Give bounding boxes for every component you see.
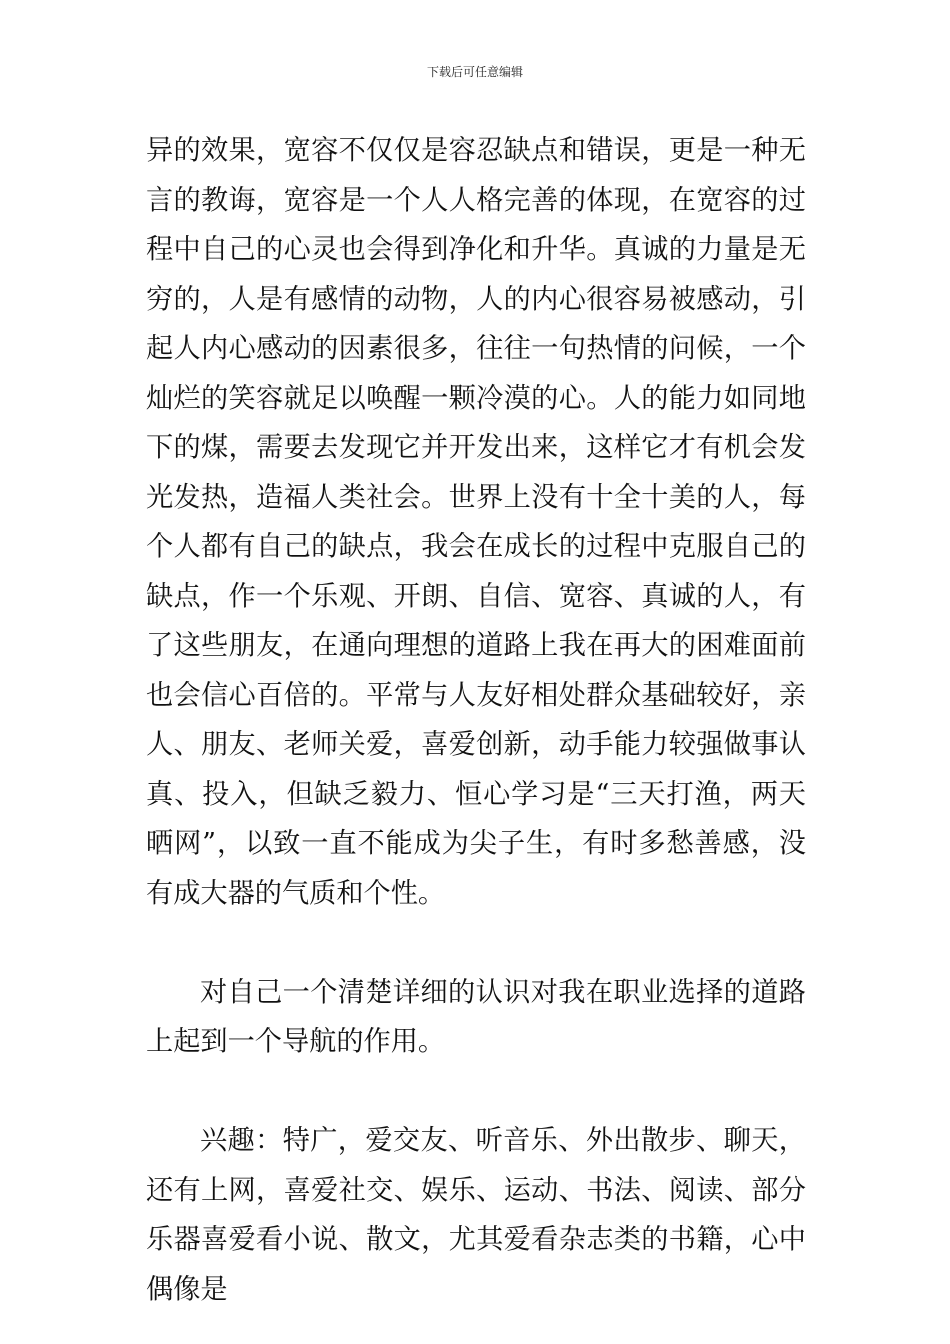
document-body bbox=[146, 126, 806, 1314]
paragraph-2: 对自己一个清楚详细的认识对我在职业选择的道路上起到一个导航的作用。 bbox=[146, 976, 806, 1057]
paragraph-3: 兴趣：特广，爱交友、听音乐、外出散步、聊天，还有上网，喜爱社交、娱乐、运动、书法、阅读、部分乐器喜爱看小说、散文，尤其爱看杂志类的书籍，心中偶像是 bbox=[146, 1125, 806, 1305]
paragraph-gap bbox=[146, 918, 806, 968]
paragraph-gap bbox=[146, 1067, 806, 1117]
paragraph-1: 异的效果，宽容不仅仅是容忍缺点和错误，更是一种无言的教诲，宽容是一个人人格完善的体现，在宽容的过程中自己的心灵也会得到净化和升华。真诚的力量是无穷的，人是有感情的动物，人的内心很容易被感动，引起人内心感动的因素很多，往往一句热情的问候，一个灿烂的笑容就足以唤醒一颗冷漠的心。人的能力如同地下的煤，需要去发现它并开发出来，这样它才有机会发光发热，造福人类社会。世界上没有十全十美的人，每个人都有自己的缺点，我会在成长的过程中克服自己的缺点，作一个乐观、开朗、自信、宽容、真诚的人，有了这些朋友，在通向理想的道路上我在再大的困难面前也会信心百倍的。平常与人友好相处群众基础较好，亲人、朋友、老师关爱，喜爱创新，动手能力较强做事认真、投入，但缺乏毅力、恒心学习是“三天打渔，两天晒网”，以致一直不能成为尖子生，有时多愁善感，没有成大器的气质和个性。 bbox=[146, 135, 806, 909]
page-header: 下载后可任意编辑 bbox=[426, 65, 523, 79]
